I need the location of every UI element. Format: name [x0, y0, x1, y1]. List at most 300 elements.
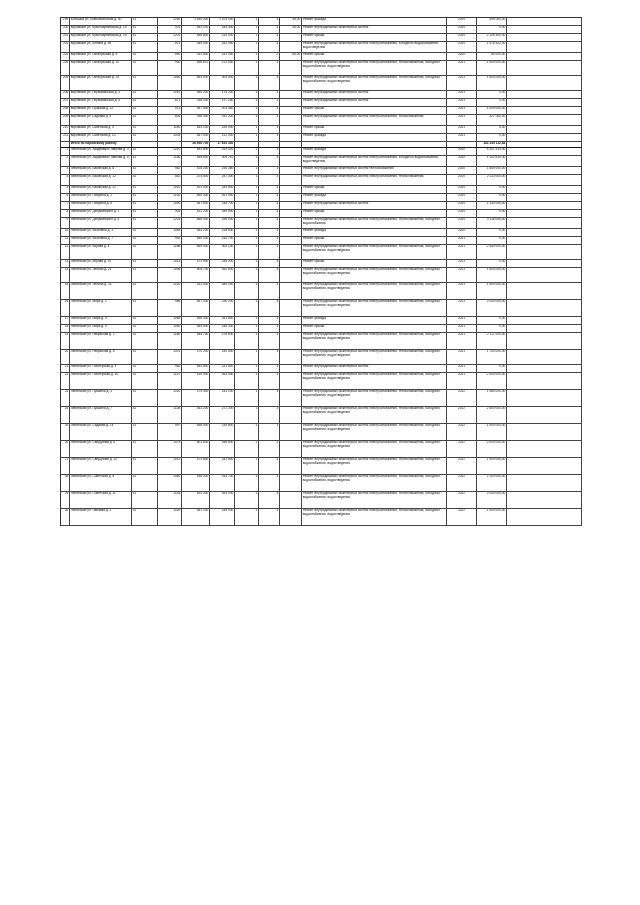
note-cell	[507, 325, 582, 332]
count-b-cell: 3	[259, 333, 280, 349]
cost-cell: 2 400 000,00	[477, 373, 507, 389]
count-a-cell: 1	[235, 260, 259, 267]
row-number-cell: 11	[61, 237, 70, 244]
table-row	[61, 300, 582, 317]
total-area-cell: 516 900	[182, 373, 210, 389]
work-description-cell: Ремонт крыши	[302, 210, 447, 217]
total-area-cell: 484 500	[182, 325, 210, 332]
count-a-cell: 1	[235, 99, 259, 106]
note-cell	[507, 34, 582, 41]
cost-cell: 0,00	[477, 365, 507, 372]
address-cell: Ленинский ул. Гагарина д. 2	[70, 194, 132, 201]
area-cell: 1045	[158, 229, 182, 236]
count-a-cell: 1	[235, 509, 259, 525]
cost-cell: 0,00	[477, 134, 507, 141]
table-row	[61, 283, 582, 300]
row-number-cell: 203	[61, 53, 70, 60]
total-area-cell: 463 000	[182, 76, 210, 90]
count-a-cell: 1	[235, 186, 259, 193]
address-cell: Ленинский ул. Советская д. 11	[70, 492, 132, 508]
count-a-cell: 1	[235, 91, 259, 98]
count-a-cell: 1	[235, 317, 259, 324]
cost-cell: 327 000,00	[477, 115, 507, 125]
rate-cell	[280, 202, 302, 209]
row-number-cell	[61, 142, 70, 147]
address-cell: Кировский ул. Октябрьская д. 10	[70, 61, 132, 75]
count-a-cell: 1	[235, 325, 259, 332]
row-number-cell: 27	[61, 458, 70, 474]
year-cell: 2020	[447, 42, 477, 52]
count-a-cell: 1	[235, 126, 259, 133]
count-b-cell: 3	[259, 134, 280, 141]
count-a-cell: 1	[235, 424, 259, 440]
count-b-cell: 3	[259, 167, 280, 174]
table-row	[61, 186, 582, 194]
count-a-cell: 1	[235, 407, 259, 423]
count-b-cell: 3	[259, 237, 280, 244]
work-description-cell: Ремонт крыши	[302, 186, 447, 193]
count-b-cell: 3	[259, 245, 280, 259]
count-a-cell: 1	[235, 134, 259, 141]
year-cell	[447, 142, 477, 147]
year-cell: 2022	[447, 407, 477, 423]
category-cell: с1	[132, 34, 158, 41]
rate-cell	[280, 365, 302, 372]
living-area-cell: 319 420	[210, 148, 235, 155]
rate-cell: 55,00	[280, 26, 302, 33]
row-number-cell: 16	[61, 300, 70, 316]
year-cell: 2022	[447, 390, 477, 406]
work-description-cell: Ремонт внутридомовых инженерных систем электроснабжения, теплоснабжения, холодного водоснабжения, водоотведения	[302, 300, 447, 316]
living-area-cell: 272 000	[210, 61, 235, 75]
address-cell: Ленинский ул. Дзержинского д. 5	[70, 218, 132, 228]
address-cell: Ленинский ул. Гагарина д. 6	[70, 202, 132, 209]
year-cell: 2021	[447, 260, 477, 267]
work-description-cell: Ремонт внутридомовых инженерных систем электроснабжения, теплоснабжения, холодного водоснабжения, водоотведения	[302, 492, 447, 508]
address-cell: Кировский ул. Советская д. 10	[70, 134, 132, 141]
year-cell: 2021	[447, 365, 477, 372]
area-cell: 900	[158, 61, 182, 75]
area-cell: 1090	[158, 202, 182, 209]
work-description-cell	[302, 142, 447, 147]
area-cell: 826	[158, 115, 182, 125]
table-row	[61, 325, 582, 333]
row-number-cell: 29	[61, 492, 70, 508]
table-row	[61, 317, 582, 325]
cost-cell: 0,00	[477, 260, 507, 267]
living-area-cell: 296 000	[210, 218, 235, 228]
year-cell: 2020	[447, 186, 477, 193]
category-cell: с1	[132, 53, 158, 60]
total-area-cell: 512 200	[182, 210, 210, 217]
work-description-cell: Ремонт внутридомовых инженерных систем электроснабжения, теплоснабжения, холодного водоснабжения	[302, 218, 447, 228]
address-cell: Ленинский ул. Мира д. 1	[70, 300, 132, 316]
note-cell	[507, 175, 582, 185]
table-row	[61, 492, 582, 509]
rate-cell	[280, 260, 302, 267]
rate-cell	[280, 245, 302, 259]
cost-cell: 1 500 000,00	[477, 268, 507, 282]
cost-cell: 2 000 000,00	[477, 441, 507, 457]
table-row	[61, 156, 582, 167]
row-number-cell: 4	[61, 175, 70, 185]
year-cell: 2020	[447, 167, 477, 174]
address-cell: Кировский ул. Октябрьская д. 5	[70, 53, 132, 60]
category-cell: с1	[132, 268, 158, 282]
count-b-cell: 3	[259, 218, 280, 228]
year-cell: 2020	[447, 175, 477, 185]
rate-cell	[280, 61, 302, 75]
note-cell	[507, 333, 582, 349]
count-a-cell: 1	[235, 53, 259, 60]
category-cell: с1	[132, 18, 158, 25]
count-a-cell: 1	[235, 61, 259, 75]
address-cell: Ленинский ул. Некрасова д. 8	[70, 350, 132, 364]
note-cell	[507, 99, 582, 106]
work-description-cell: Ремонт крыши	[302, 260, 447, 267]
total-area-cell: 452 100	[182, 26, 210, 33]
total-area-cell: 450 100	[182, 237, 210, 244]
cost-cell: 2 000 000,00	[477, 300, 507, 316]
rate-cell	[280, 175, 302, 185]
total-area-cell: 512 000	[182, 283, 210, 299]
count-b-cell: 3	[259, 424, 280, 440]
count-b-cell: 3	[259, 18, 280, 25]
count-b-cell	[259, 142, 280, 147]
count-b-cell: 3	[259, 76, 280, 90]
cost-cell: 2 000 000,00	[477, 492, 507, 508]
count-a-cell: 1	[235, 115, 259, 125]
address-cell: Ленинский ул. Советская д. 5	[70, 475, 132, 491]
count-a-cell: 1	[235, 350, 259, 364]
rate-cell	[280, 167, 302, 174]
rate-cell	[280, 229, 302, 236]
row-number-cell: 23	[61, 390, 70, 406]
note-cell	[507, 260, 582, 267]
table-row	[61, 365, 582, 373]
rate-cell: 55,00	[280, 18, 302, 25]
work-description-cell: Ремонт внутридомовых инженерных систем электроснабжения, теплоснабжения, холодного водоснабжения, водоотведения	[302, 333, 447, 349]
table-row	[61, 18, 582, 26]
living-area-cell: 240 500	[210, 350, 235, 364]
work-description-cell: Ремонт внутридомовых инженерных систем электроснабжения, теплоснабжения, холодного водоснабжения, водоотведения	[302, 475, 447, 491]
table-row	[61, 407, 582, 424]
year-cell: 2021	[447, 99, 477, 106]
total-area-cell: 501 600	[182, 441, 210, 457]
count-b-cell: 3	[259, 156, 280, 166]
area-cell: 2250	[158, 18, 182, 25]
table-row	[61, 34, 582, 42]
count-a-cell: 1	[235, 237, 259, 244]
total-area-cell: 460 200	[182, 91, 210, 98]
rate-cell	[280, 186, 302, 193]
note-cell	[507, 218, 582, 228]
note-cell	[507, 26, 582, 33]
living-area-cell: 289 500	[210, 210, 235, 217]
living-area-cell: 256 600	[210, 441, 235, 457]
note-cell	[507, 407, 582, 423]
total-area-cell: 474 800	[182, 458, 210, 474]
count-b-cell: 3	[259, 492, 280, 508]
total-area-cell: 473 900	[182, 260, 210, 267]
area-cell: 852	[158, 175, 182, 185]
area-cell: 1120	[158, 283, 182, 299]
category-cell: с1	[132, 99, 158, 106]
total-area-cell: 483 200	[182, 229, 210, 236]
count-a-cell: 1	[235, 365, 259, 372]
address-cell: Кировский ул. Октябрьская д. 15	[70, 76, 132, 90]
work-description-cell: Ремонт фасада	[302, 134, 447, 141]
note-cell	[507, 350, 582, 364]
year-cell: 2020	[447, 156, 477, 166]
count-a-cell: 1	[235, 229, 259, 236]
count-b-cell: 3	[259, 126, 280, 133]
area-cell: 1025	[158, 134, 182, 141]
rate-cell	[280, 475, 302, 491]
category-cell: с1	[132, 218, 158, 228]
table-row	[61, 115, 582, 126]
note-cell	[507, 76, 582, 90]
cost-cell: 1 849 000,00	[477, 167, 507, 174]
count-a-cell: 1	[235, 373, 259, 389]
table-row	[61, 210, 582, 218]
count-b-cell: 3	[259, 26, 280, 33]
rate-cell	[280, 407, 302, 423]
year-cell: 2021	[447, 325, 477, 332]
year-cell: 2020	[447, 53, 477, 60]
area-cell: 1201	[158, 34, 182, 41]
note-cell	[507, 229, 582, 236]
count-a-cell: 1	[235, 18, 259, 25]
year-cell: 2022	[447, 475, 477, 491]
table-row	[61, 148, 582, 156]
total-area-cell: 552 100	[182, 126, 210, 133]
rate-cell	[280, 115, 302, 125]
work-description-cell: Ремонт крыши	[302, 126, 447, 133]
area-cell: 1010	[158, 186, 182, 193]
work-description-cell: Ремонт внутридомовых инженерных систем	[302, 26, 447, 33]
address-cell: Ленинский ул. Свердлова д. 6	[70, 441, 132, 457]
count-a-cell	[235, 142, 259, 147]
row-number-cell: 13	[61, 260, 70, 267]
cost-cell: 1 900 000,00	[477, 458, 507, 474]
count-a-cell: 1	[235, 76, 259, 90]
work-description-cell: Ремонт фасада	[302, 18, 447, 25]
category-cell: с1	[132, 283, 158, 299]
count-a-cell: 1	[235, 441, 259, 457]
note-cell	[507, 167, 582, 174]
row-number-cell: 12	[61, 245, 70, 259]
work-description-cell: Ремонт фасада	[302, 229, 447, 236]
address-cell: Кировский ул. Красноармейская д. 15	[70, 26, 132, 33]
row-number-cell: 204	[61, 61, 70, 75]
area-cell: 1075	[158, 441, 182, 457]
rate-cell	[280, 142, 302, 147]
row-number-cell: 199	[61, 18, 70, 25]
rate-cell	[280, 91, 302, 98]
year-cell: 2022	[447, 509, 477, 525]
count-a-cell: 1	[235, 300, 259, 316]
count-b-cell: 3	[259, 300, 280, 316]
row-number-cell: 17	[61, 317, 70, 324]
note-cell	[507, 365, 582, 372]
work-description-cell: Ремонт крыши	[302, 237, 447, 244]
count-a-cell: 1	[235, 107, 259, 114]
table-row	[61, 475, 582, 492]
note-cell	[507, 142, 582, 147]
year-cell: 2022	[447, 441, 477, 457]
category-cell: с1	[132, 194, 158, 201]
area-cell: 1180	[158, 156, 182, 166]
work-description-cell: Ремонт внутридомовых инженерных систем электроснабжения, теплоснабжения, холодного водоснабжения, водоотведения	[302, 441, 447, 457]
note-cell	[507, 424, 582, 440]
table-row	[61, 202, 582, 210]
year-cell: 2020	[447, 34, 477, 41]
total-area-cell: 487 000	[182, 134, 210, 141]
table-row	[61, 260, 582, 268]
row-number-cell: 211	[61, 134, 70, 141]
work-description-cell: Ремонт внутридомовых инженерных систем электроснабжения, теплоснабжения, холодного водоснабжения, водоотведения	[302, 283, 447, 299]
area-cell: 1103	[158, 492, 182, 508]
row-number-cell: 28	[61, 475, 70, 491]
table-row	[61, 373, 582, 390]
table-row	[61, 245, 582, 260]
work-description-cell: Ремонт внутридомовых инженерных систем электроснабжения, теплоснабжения	[302, 175, 447, 185]
work-description-cell: Ремонт фасада	[302, 317, 447, 324]
work-description-cell: Ремонт внутридомовых инженерных систем электроснабжения, теплоснабжения, холодного водоснабжения, водоотведения	[302, 407, 447, 423]
living-area-cell: 246 000	[210, 509, 235, 525]
total-area-cell: 566 000	[182, 218, 210, 228]
total-area-cell: 374 500	[182, 175, 210, 185]
rate-cell	[280, 373, 302, 389]
total-area-cell: 532 200	[182, 407, 210, 423]
count-a-cell: 1	[235, 167, 259, 174]
row-number-cell: 18	[61, 325, 70, 332]
rate-cell	[280, 42, 302, 52]
living-area-cell: 219 000	[210, 34, 235, 41]
count-b-cell: 3	[259, 210, 280, 217]
category-cell: с1	[132, 76, 158, 90]
count-a-cell: 1	[235, 333, 259, 349]
count-b-cell: 2	[259, 53, 280, 60]
row-number-cell: 205	[61, 76, 70, 90]
count-b-cell: 2	[259, 99, 280, 106]
total-area-cell: 418 200	[182, 167, 210, 174]
note-cell	[507, 61, 582, 75]
count-b-cell: 3	[259, 365, 280, 372]
category-cell: с1	[132, 475, 158, 491]
total-area-cell: 26 892 700	[182, 142, 210, 147]
address-cell: Ленинский ул. Пушкина д. 3	[70, 390, 132, 406]
cost-cell: 0,00	[477, 210, 507, 217]
year-cell: 2020	[447, 18, 477, 25]
year-cell: 2022	[447, 492, 477, 508]
work-description-cell: Ремонт крыши	[302, 325, 447, 332]
area-cell: 1130	[158, 194, 182, 201]
table-row	[61, 126, 582, 134]
rate-cell	[280, 99, 302, 106]
count-a-cell: 1	[235, 194, 259, 201]
address-cell: Ленинский ул. Ленина д. 33	[70, 283, 132, 299]
total-area-cell: 460 300	[182, 194, 210, 201]
count-b-cell: 3	[259, 175, 280, 185]
total-area-cell: 336 100	[182, 99, 210, 106]
work-description-cell: Ремонт внутридомовых инженерных систем	[302, 202, 447, 209]
rate-cell	[280, 148, 302, 155]
area-cell: 1014	[158, 260, 182, 267]
work-description-cell: Ремонт внутридомовых инженерных систем электроснабжения, теплоснабжения, холодного водоснабжения, водоотведения	[302, 61, 447, 75]
note-cell	[507, 134, 582, 141]
address-cell: Большой ул. Комсомольская д. 50	[70, 18, 132, 25]
rate-cell	[280, 441, 302, 457]
living-area-cell: 252 000	[210, 42, 235, 52]
address-cell: Ленинский ул. Пушкина д. 7	[70, 407, 132, 423]
count-b-cell: 3	[259, 260, 280, 267]
count-b-cell: 3	[259, 458, 280, 474]
count-a-cell: 1	[235, 475, 259, 491]
area-cell: 874	[158, 42, 182, 52]
rate-cell	[280, 283, 302, 299]
cost-cell: 0,00	[477, 186, 507, 193]
cost-cell: 1 900 000,00	[477, 424, 507, 440]
row-number-cell: 21	[61, 365, 70, 372]
address-cell: Ленинский ул. Ленина д. 21	[70, 268, 132, 282]
work-description-cell: Ремонт внутридомовых инженерных систем	[302, 91, 447, 98]
living-area-cell: 175 200	[210, 91, 235, 98]
table-row	[61, 458, 582, 475]
category-cell: с1	[132, 115, 158, 125]
area-cell: 1095	[158, 268, 182, 282]
row-number-cell: 30	[61, 509, 70, 525]
area-cell: 1210	[158, 148, 182, 155]
address-cell: Ленинский ул. Мира д. 9	[70, 325, 132, 332]
living-area-cell: 236 200	[210, 300, 235, 316]
year-cell: 2021	[447, 115, 477, 125]
note-cell	[507, 268, 582, 282]
count-b-cell: 3	[259, 115, 280, 125]
row-number-cell: 5	[61, 186, 70, 193]
rate-cell	[280, 218, 302, 228]
address-cell: Кировский ул. Первомайская д. 5	[70, 99, 132, 106]
row-number-cell: 202	[61, 42, 70, 52]
count-a-cell: 1	[235, 268, 259, 282]
living-area-cell: 203 450	[210, 107, 235, 114]
row-number-cell: 2	[61, 156, 70, 166]
category-cell: с1	[132, 441, 158, 457]
rate-cell	[280, 134, 302, 141]
work-description-cell: Ремонт внутридомовых инженерных систем электроснабжения, теплоснабжения	[302, 115, 447, 125]
address-cell: Ленинский ул. Калинина д. 3	[70, 229, 132, 236]
row-number-cell: 22	[61, 373, 70, 389]
category-cell: с1	[132, 237, 158, 244]
rate-cell	[280, 350, 302, 364]
living-area-cell: 261 900	[210, 194, 235, 201]
row-number-cell: 208	[61, 107, 70, 114]
area-cell: 988	[158, 300, 182, 316]
category-cell	[132, 142, 158, 147]
count-b-cell: 3	[259, 373, 280, 389]
total-area-cell: 349 000	[182, 42, 210, 52]
total-area-cell: 521 000	[182, 186, 210, 193]
count-a-cell: 1	[235, 148, 259, 155]
table-row	[61, 509, 582, 526]
note-cell	[507, 115, 582, 125]
work-description-cell: Ремонт внутридомовых инженерных систем электроснабжения, теплоснабжения, холодного водоснабжения, водоотведения	[302, 458, 447, 474]
cost-cell: 0,00	[477, 26, 507, 33]
count-a-cell: 1	[235, 283, 259, 299]
row-number-cell: 207	[61, 99, 70, 106]
year-cell: 2020	[447, 210, 477, 217]
